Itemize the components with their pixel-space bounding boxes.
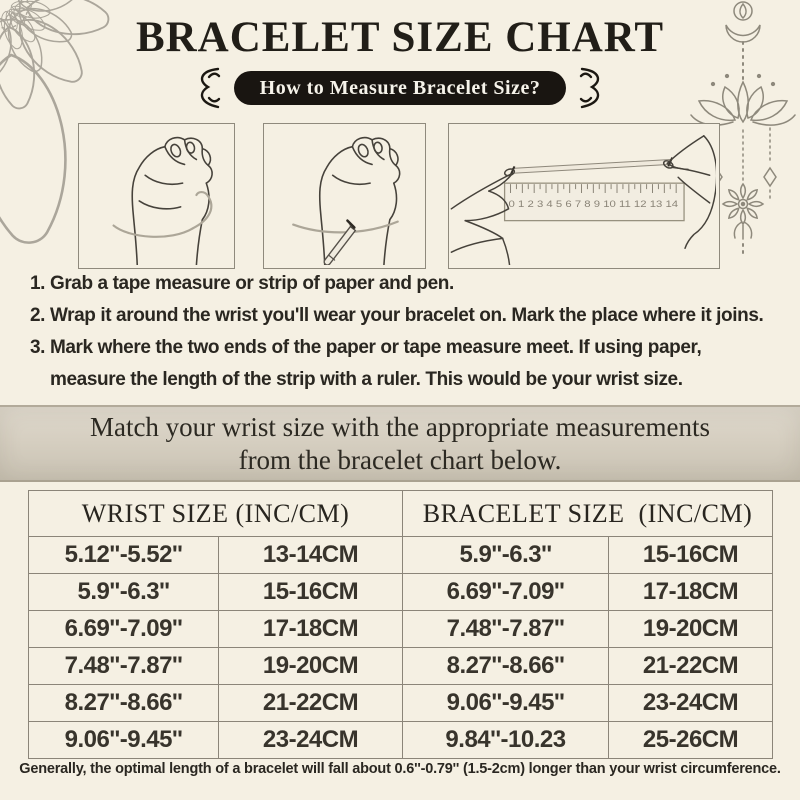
bracelet-cm-cell: 21-22CM <box>609 648 773 685</box>
table-row <box>29 537 773 574</box>
bracelet-inch-cell: 9.06''-9.45'' <box>403 685 609 722</box>
squiggle-left-icon <box>192 66 222 110</box>
squiggle-right-icon <box>578 66 608 110</box>
wrist-inch-cell: 5.12''-5.52'' <box>29 537 219 574</box>
wrist-cm-cell: 23-24CM <box>219 722 403 759</box>
wrist-cm-cell: 21-22CM <box>219 685 403 722</box>
wrist-inch-cell: 6.69''-7.09'' <box>29 611 219 648</box>
banner-line-2: from the bracelet chart below. <box>238 444 562 475</box>
wrist-inch-cell: 8.27''-8.66'' <box>29 685 219 722</box>
badge-row <box>0 66 800 110</box>
match-size-banner <box>0 405 800 482</box>
step-number: 2. <box>30 305 46 326</box>
bracelet-inch-cell: 7.48''-7.87'' <box>403 611 609 648</box>
wrist-cm-cell: 17-18CM <box>219 611 403 648</box>
step-item-2 <box>30 300 774 332</box>
footer-note: Generally, the optimal length of a bracelet will fall about 0.6''-0.79'' (1.5-2cm) longer than your wrist circumference. <box>19 761 781 777</box>
wrist-size-header: WRIST SIZE (INC/CM) <box>29 491 403 537</box>
size-chart-table <box>28 490 773 759</box>
bracelet-inch-cell: 5.9''-6.3'' <box>403 537 609 574</box>
wrist-cm-cell: 15-16CM <box>219 574 403 611</box>
step-number: 1. <box>30 273 46 294</box>
measure-steps <box>30 268 774 396</box>
measure-illustration-1 <box>78 123 235 269</box>
fist-string-icon <box>79 124 231 265</box>
bracelet-inch-cell: 6.69''-7.09'' <box>403 574 609 611</box>
bracelet-cm-cell: 15-16CM <box>609 537 773 574</box>
step-text: Mark where the two ends of the paper or tape measure meet. If using paper, measure the length of the strip with a ruler. This would be your wrist size. <box>49 337 702 390</box>
bracelet-inch-cell: 8.27''-8.66'' <box>403 648 609 685</box>
table-row <box>29 722 773 759</box>
table-row <box>29 648 773 685</box>
bracelet-size-header: BRACELET SIZE (INC/CM) <box>403 491 773 537</box>
section-badge: How to Measure Bracelet Size? <box>234 71 567 105</box>
bracelet-cm-cell: 25-26CM <box>609 722 773 759</box>
wrist-inch-cell: 7.48''-7.87'' <box>29 648 219 685</box>
ruler-scale-numbers: 0 1 2 3 4 5 6 7 8 9 10 11 12 13 14 <box>508 198 679 209</box>
wrist-inch-cell: 9.06''-9.45'' <box>29 722 219 759</box>
table-row <box>29 574 773 611</box>
fist-pen-icon <box>264 124 422 265</box>
step-item-1 <box>30 268 774 300</box>
bracelet-cm-cell: 19-20CM <box>609 611 773 648</box>
wrist-cm-cell: 19-20CM <box>219 648 403 685</box>
measure-illustration-2 <box>263 123 426 269</box>
step-text: Wrap it around the wrist you'll wear your bracelet on. Mark the place where it joins. <box>49 305 764 326</box>
bracelet-inch-cell: 9.84''-10.23 <box>403 722 609 759</box>
bracelet-cm-cell: 23-24CM <box>609 685 773 722</box>
page-title: BRACELET SIZE CHART <box>135 14 665 61</box>
step-number: 3. <box>30 337 46 358</box>
wrist-cm-cell: 13-14CM <box>219 537 403 574</box>
measure-illustration-3 <box>448 123 720 269</box>
table-row <box>29 611 773 648</box>
table-header-row <box>29 491 773 537</box>
table-row <box>29 685 773 722</box>
step-text: Grab a tape measure or strip of paper and pen. <box>49 273 454 294</box>
hands-ruler-icon <box>449 124 716 265</box>
wrist-inch-cell: 5.9''-6.3'' <box>29 574 219 611</box>
bracelet-cm-cell: 17-18CM <box>609 574 773 611</box>
step-item-3 <box>30 332 774 396</box>
banner-line-1: Match your wrist size with the appropriate measurements <box>89 411 711 442</box>
